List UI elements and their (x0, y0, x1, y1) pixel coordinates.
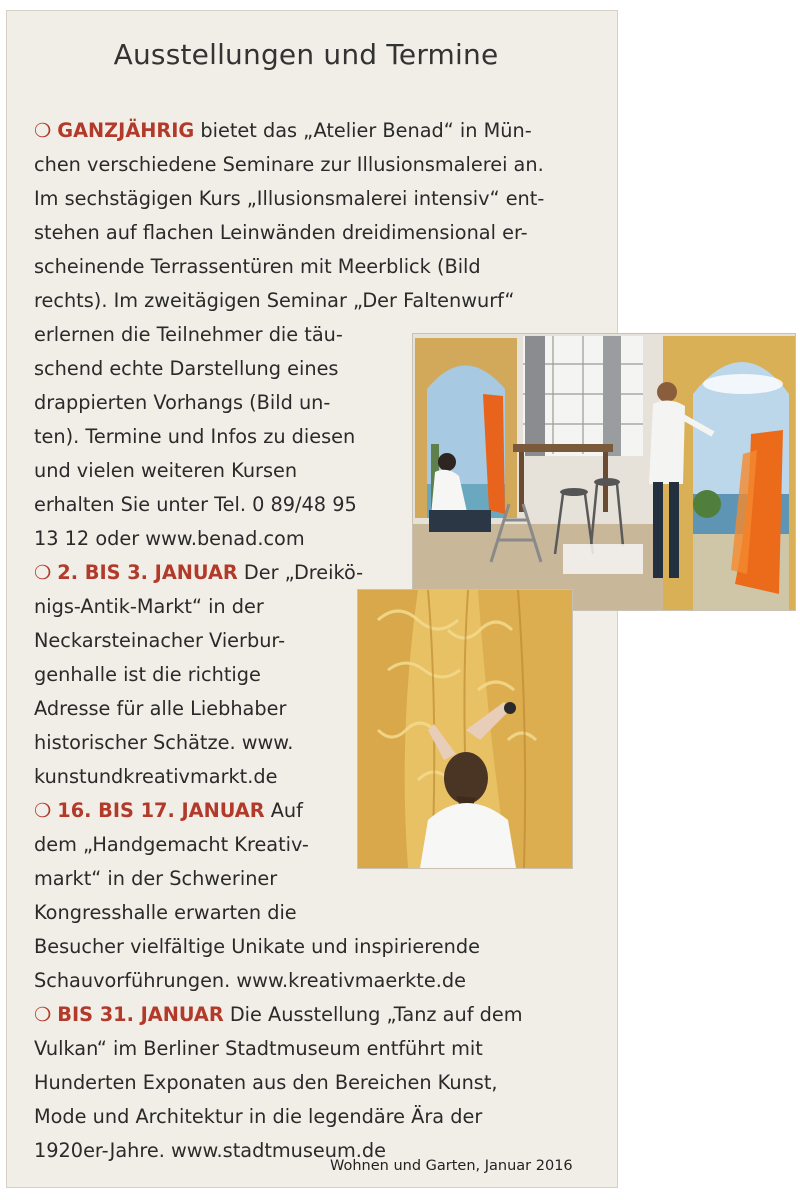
entry-text-line: Kongresshalle erwarten die (34, 901, 297, 924)
curtain-painting-photo (357, 589, 573, 869)
entry-text-line: historischer Schätze. www. (34, 731, 294, 754)
entry-text-line: markt“ in der Schweriner (34, 867, 278, 890)
entry-text-line: drappierten Vorhangs (Bild un- (34, 391, 331, 414)
entry-ganzjaehrig-line-1: ❍ GANZJÄHRIG bietet das „Atelier Benad“ in Mün- (34, 119, 532, 142)
entry-text-line: erlernen die Teilnehmer die täu- (34, 323, 343, 346)
entry-text-line: Hunderten Exponaten aus den Bereichen Kunst, (34, 1071, 498, 1094)
bullet-icon: ❍ (34, 799, 52, 822)
entry-text-line: und vielen weiteren Kursen (34, 459, 298, 482)
bullet-icon: ❍ (34, 119, 52, 142)
entry-text-line: Vulkan“ im Berliner Stadtmuseum entführt mit (34, 1037, 483, 1060)
entry-text-line: kunstundkreativmarkt.de (34, 765, 278, 788)
entry-text-line: dem „Handgemacht Kreativ- (34, 833, 309, 856)
entry-text-line: 1920er-Jahre. www.stadtmuseum.de (34, 1139, 387, 1162)
entry-text-line: Schauvorführungen. www.kreativmaerkte.de (34, 969, 466, 992)
entry-text-line: Neckarsteinacher Vierbur- (34, 629, 286, 652)
entry-kreativmarkt-line-1: ❍ 16. BIS 17. JANUAR Auf (34, 799, 303, 822)
entry-text-line: ten). Termine und Infos zu diesen (34, 425, 356, 448)
entry-text-line: erhalten Sie unter Tel. 0 89/48 95 (34, 493, 357, 516)
entry-date: 2. BIS 3. JANUAR (57, 561, 238, 584)
entry-text-line: chen verschiedene Seminare zur Illusionsmalerei an. (34, 153, 544, 176)
entry-text-line: genhalle ist die richtige (34, 663, 261, 686)
bullet-icon: ❍ (34, 561, 52, 584)
bullet-icon: ❍ (34, 1003, 52, 1026)
entry-text-line: schend echte Darstellung eines (34, 357, 339, 380)
page-title: Ausstellungen und Termine (113, 38, 499, 71)
entry-text-line: Besucher vielfältige Unikate und inspirierende (34, 935, 480, 958)
entry-text-line: Im sechstägigen Kurs „Illusionsmalerei intensiv“ ent- (34, 187, 545, 210)
entry-date: 16. BIS 17. JANUAR (57, 799, 265, 822)
entry-stadtmuseum-line-1: ❍ BIS 31. JANUAR Die Ausstellung „Tanz auf dem (34, 1003, 523, 1026)
entry-text-line: scheinende Terrassentüren mit Meerblick (Bild (34, 255, 481, 278)
entry-text-line: Mode und Architektur in die legendäre Ära der (34, 1105, 483, 1128)
studio-painting-photo (412, 333, 796, 611)
entry-text-line: 13 12 oder www.benad.com (34, 527, 305, 550)
source-caption: Wohnen und Garten, Januar 2016 (330, 1158, 573, 1174)
entry-date: GANZJÄHRIG (57, 119, 195, 142)
entry-dreikoenigs-line-1: ❍ 2. BIS 3. JANUAR Der „Dreikö- (34, 561, 364, 584)
entry-text-line: rechts). Im zweitägigen Seminar „Der Faltenwurf“ (34, 289, 515, 312)
entry-text-line: Adresse für alle Liebhaber (34, 697, 287, 720)
entry-text-line: nigs-Antik-Markt“ in der (34, 595, 264, 618)
entry-date: BIS 31. JANUAR (57, 1003, 224, 1026)
entry-text-line: stehen auf flachen Leinwänden dreidimensional er- (34, 221, 528, 244)
